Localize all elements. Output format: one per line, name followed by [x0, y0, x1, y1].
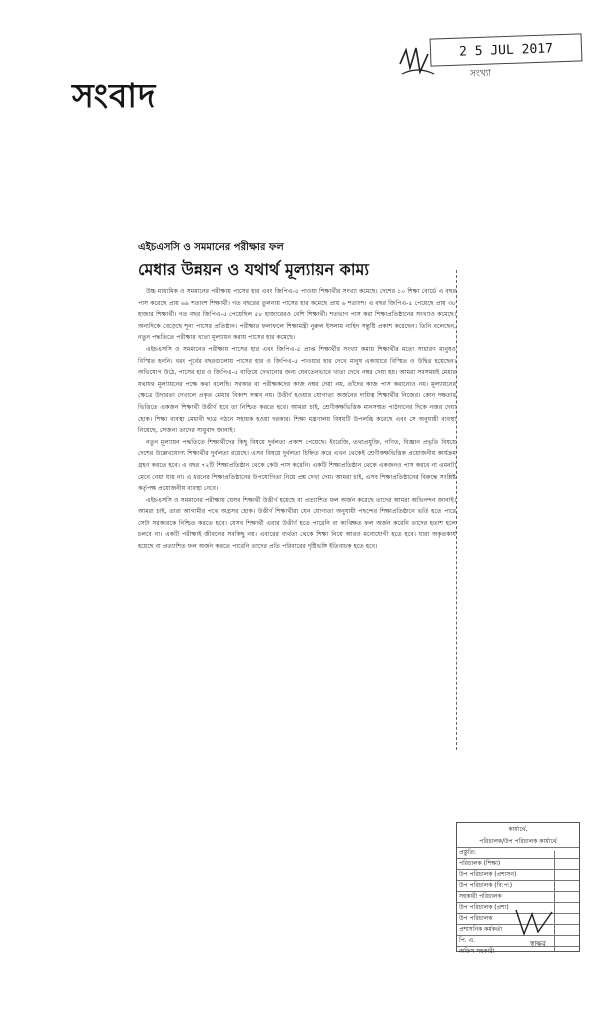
slip-subheader: পরিচালক/উপ পরিচালক কার্যার্থে — [479, 838, 557, 845]
slip-row: সহকারী পরিচালক — [457, 891, 579, 902]
slip-row: অফিস সহকারী — [457, 946, 579, 957]
slip-footer: স্বাক্ষর — [530, 940, 546, 948]
slip-row: উপ পরিচালক (প্রশা) — [457, 902, 579, 913]
article-paragraph: এইচএসসি ও সমমানের পরীক্ষায় যেসব শিক্ষার্থী উত্তীর্ণ হয়েছে বা প্রত্যাশিত ফল অর্জন করেছে তাদের আমরা অভিনন্দন জানাই। আমরা চাই, তারা আগামীর পথে অগ্রসর হোক। উত্তীর্ণ শিক্ষার্থীরা যেন যোগ্যতা অনুযায়ী পছন্দের শিক্ষাপ্রতিষ্ঠানে ভর্তি হতে পারে সেটা সরকারকে নিশ্চিত করতে হবে। যেসব শিক্ষার্থী এবার উত্তীর্ণ হতে পারেনি বা কাঙ্ক্ষিত ফল অর্জন করেনি তাদের হতাশ হলে চলবে না। একটি পরীক্ষাই জীবনের সবকিছু নয়। এবারের ব্যর্থতা থেকে শিক্ষা নিয়ে আরও মনোযোগী হতে হবে। যারা অকৃতকার্য হয়েছে বা প্রত্যাশিত ফল অর্জন করতে পারেনি তাদের প্রতি পরিবারের দৃষ্টিভঙ্গি ইতিবাচক হতে হবে। — [138, 496, 456, 551]
newspaper-masthead: সংবাদ — [72, 76, 157, 115]
article-kicker: এইচএসসি ও সমমানের পরীক্ষার ফল — [138, 242, 284, 253]
slip-row: পি. এ. — [457, 935, 579, 946]
slip-row: উপ পরিচালক — [457, 913, 579, 924]
newspaper-clipping — [138, 238, 456, 756]
slip-row: পরিচালক (শিক্ষা) — [457, 858, 579, 869]
slip-header: কার্যার্থে, — [508, 826, 528, 833]
stamp-subtext: সংখ্যা — [469, 68, 492, 80]
slip-row: প্রশাসনিক কর্মকর্তা — [457, 924, 579, 935]
slip-signature-icon — [512, 906, 556, 940]
article-body — [138, 286, 456, 553]
slip-row: উপ পরিচালক (প্রশাসন) — [457, 869, 579, 880]
article-paragraph: উচ্চ মাধ্যমিক ও সমমানের পরীক্ষায় পাসের হার এবং জিপিএ-৫ পাওয়া শিক্ষার্থীর সংখ্যা কমেছে। দেশের ১০ শিক্ষা বোর্ডে এ বছর পাস করেছে প্রায় ৬৯ শতাংশ শিক্ষার্থী। গত বছরের তুলনায় পাসের হার কমেছে প্রায় ৬ শতাংশ। এ বছর জিপিএ-৫ পেয়েছে প্রায় ৩৮ হাজার শিক্ষার্থী। গত বছর জিপিএ-৫ পেয়েছিল ৫৮ হাজারেরও বেশি শিক্ষার্থী। শতভাগ পাস করা শিক্ষাপ্রতিষ্ঠানের সংখ্যাও কমেছে। অন্যদিকে বেড়েছে শূন্য পাসের প্রতিষ্ঠান। পরীক্ষার ফলাফলে শিক্ষামন্ত্রী নুরুল ইসলাম নাহিদ সন্তুষ্টি প্রকাশ করেছেন। তিনি বলেছেন, নতুন পদ্ধতিতে পরীক্ষার খাতা মূল্যায়ন করায় পাসের হার কমেছে। — [138, 288, 456, 342]
article-headline: মেধার উন্নয়ন ও যথার্থ মূল্যায়ন কাম্য — [138, 260, 369, 279]
slip-row: উপ পরিচালক (বি:প:) — [457, 880, 579, 891]
article-paragraph: নতুন মূল্যায়ন পদ্ধতিতে শিক্ষার্থীদের কিছু বিষয়ে দুর্বলতা প্রকাশ পেয়েছে। ইংরেজি, তথ্যপ্রযুক্তি, গণিত, বিজ্ঞান প্রভৃতি বিষয়ে দেশের উল্লেখযোগ্য শিক্ষার্থীর দুর্বলতা রয়েছে। এসব বিষয়ে দুর্বলতা চিহ্নিত করে এখন থেকেই শ্রেণীকক্ষভিত্তিক প্রয়োজনীয় কার্যক্রম গ্রহণ করতে হবে। এ বছর ৭২টি শিক্ষাপ্রতিষ্ঠান থেকে কেউ পাস করেনি। একটি শিক্ষাপ্রতিষ্ঠান থেকে একজনও পাস করবে না এমনটা মেনে নেয়া যায় না। এ ধরনের শিক্ষাপ্রতিষ্ঠানের উপযোগিতা নিয়ে প্রশ্ন দেখা দেয়। আমরা চাই, এসব শিক্ষাপ্রতিষ্ঠানের বিরুদ্ধে সংশ্লিষ্ট কর্তৃপক্ষ প্রয়োজনীয় ব্যবস্থা নেবে। — [138, 438, 456, 493]
received-date-stamp — [430, 33, 583, 66]
slip-row: প্রস্তুতি: — [457, 847, 579, 858]
stamp-date: 2 5 JUL 2017 — [458, 40, 554, 60]
article-paragraph: এইচএসসি ও সমমানের পরীক্ষায় পাসের হার এবং জিপিএ-৫ প্রাপ্ত শিক্ষার্থীর সংখ্যা কমায় শিক্ষার্থীর মতো সাধারণ মানুষও বিস্মিত হননি। বরং পূর্বের বছরগুলোয় পাসের হার ও জিপিএ-৫ পাওয়ার হার দেখে মানুষ একাধারে বিস্মিত ও উদ্বিগ্ন হয়েছেন। অভিযোগ উঠে, পাসের হার ও জিপিএ-৫ বাড়িয়ে দেখানোর জন্য যেনতেনভাবে খাতা দেখে নম্বর দেয়া হয়। আমরা সবসময়ই মেধার যথাযথ মূল্যায়নের পক্ষে কথা বলেছি। সরকার বা পরীক্ষকদের কাজ নম্বর দেয়া নয়, তাঁদের কাজ পাস করানোও নয়। মূল্যায়নের ক্ষেত্রে উদারতা দেখালে প্রকৃত মেধার বিকাশ সম্ভব নয়। উত্তীর্ণ হওয়ার যোগ্যতা অর্জনের দায়িত্ব শিক্ষার্থীর নিজের। কোন দক্ষতার ভিত্তিতে একজন শিক্ষার্থী উত্তীর্ণ হবে তা নিশ্চিত করতে হবে। আমরা চাই, শ্রেণীকক্ষভিত্তিক মানসম্মত পাঠদানের দিকে নজর দেয়া হোক। শিক্ষা ব্যবস্থা মেধাবী ছাত্র গঠনে সহায়ক হওয়া দরকার। শিক্ষা মন্ত্রণালয় বিষয়টি উপলব্ধি করেছে এবং সে অনুযায়ী ব্যবস্থা নিয়েছে, সেজন্য তাদের সাধুবাদ জানাই। — [138, 345, 456, 435]
clipping-edge — [456, 270, 458, 750]
